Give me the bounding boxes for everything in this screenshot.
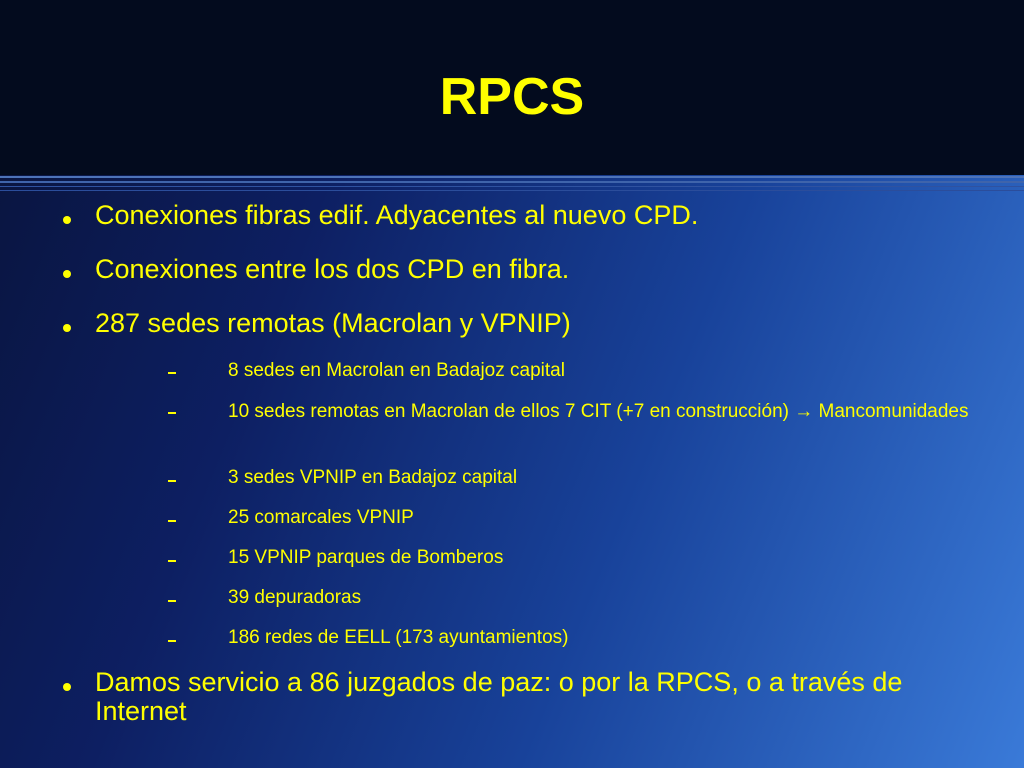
dash-bullet-icon: [168, 600, 176, 602]
bullet-item: 287 sedes remotas (Macrolan y VPNIP): [95, 308, 571, 338]
sub-bullet-item: 25 comarcales VPNIP: [228, 507, 414, 528]
sub-bullet-item: 15 VPNIP parques de Bomberos: [228, 547, 504, 568]
bullet-dot-icon: [63, 270, 71, 278]
bullet-dot-icon: [63, 216, 71, 224]
sub-bullet-item: 8 sedes en Macrolan en Badajoz capital: [228, 360, 565, 381]
bullet-item: Damos servicio a 86 juzgados de paz: o por la RPCS, o a través de Internet: [95, 667, 903, 726]
sub-bullet-item: 39 depuradoras: [228, 587, 362, 608]
dash-bullet-icon: [168, 560, 176, 562]
sub-bullet-item: 10 sedes remotas en Macrolan de ellos 7 CIT (+7 en construcción) → Mancomunidades: [228, 401, 969, 422]
bullet-dot-icon: [63, 683, 71, 691]
bullet-item: Conexiones entre los dos CPD en fibra.: [95, 254, 570, 284]
slide-title: RPCS: [439, 68, 585, 126]
sub-bullet-item: 3 sedes VPNIP en Badajoz capital: [228, 467, 518, 488]
bullet-dot-icon: [63, 324, 71, 332]
dash-bullet-icon: [168, 480, 176, 482]
bullet-item: Conexiones fibras edif. Adyacentes al nuevo CPD.: [95, 200, 699, 230]
dash-bullet-icon: [168, 520, 176, 522]
dash-bullet-icon: [168, 372, 176, 374]
dash-bullet-icon: [168, 640, 176, 642]
sub-bullet-item: 186 redes de EELL (173 ayuntamientos): [228, 627, 569, 648]
dash-bullet-icon: [168, 412, 176, 414]
